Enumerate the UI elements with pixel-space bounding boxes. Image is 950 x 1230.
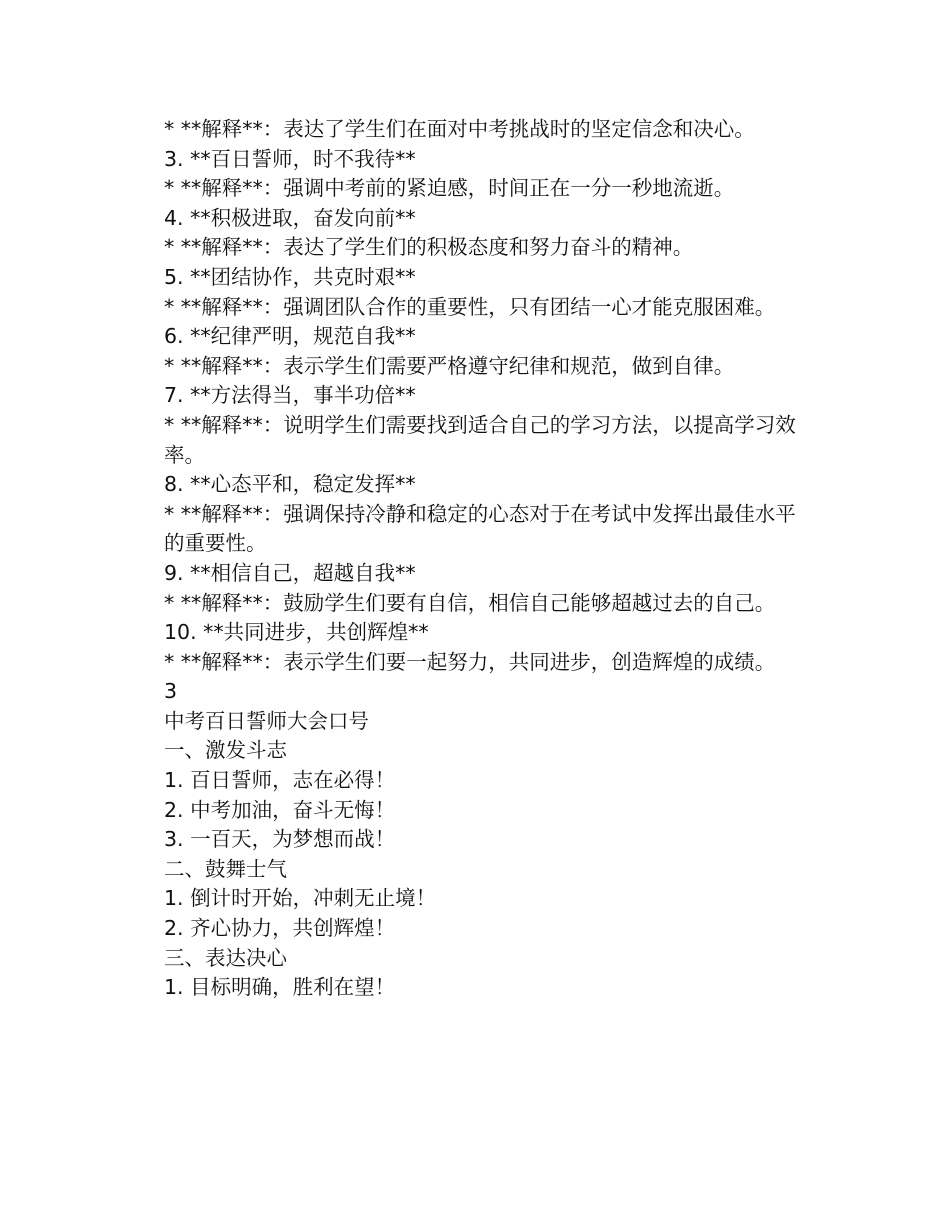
section-heading: 三、表达决心 <box>164 945 287 970</box>
section-heading: 二、鼓舞士气 <box>164 856 287 881</box>
explanation-line: * **解释**：表达了学生们的积极态度和努力奋斗的精神。 <box>164 235 694 260</box>
document-body <box>164 115 804 1003</box>
slogan-item: 8. **心态平和，稳定发挥** <box>164 472 416 497</box>
slogan-item: 1. 倒计时开始，冲刺无止境！ <box>164 886 437 911</box>
slogan-item: 2. 齐心协力，共创辉煌！ <box>164 916 396 941</box>
slogan-item: 7. **方法得当，事半功倍** <box>164 383 416 408</box>
page-number: 3 <box>164 679 178 704</box>
section-heading: 一、激发斗志 <box>164 738 287 763</box>
explanation-line: * **解释**：表达了学生们在面对中考挑战时的坚定信念和决心。 <box>164 117 755 141</box>
explanation-line: * **解释**：强调团队合作的重要性，只有团结一心才能克服困难。 <box>164 294 776 319</box>
slogan-item: 1. 目标明确，胜利在望！ <box>164 975 396 1000</box>
section-title: 中考百日誓师大会口号 <box>164 708 369 733</box>
explanation-line: * **解释**：鼓励学生们要有自信，相信自己能够超越过去的自己。 <box>164 590 776 615</box>
slogan-item: 9. **相信自己，超越自我** <box>164 560 416 585</box>
explanation-line: * **解释**：说明学生们需要找到适合自己的学习方法，以提高学习效率。 <box>164 412 796 467</box>
explanation-line: * **解释**：表示学生们要一起努力，共同进步，创造辉煌的成绩。 <box>164 649 776 674</box>
explanation-line: * **解释**：强调保持冷静和稳定的心态对于在考试中发挥出最佳水平的重要性。 <box>164 501 796 556</box>
slogan-item: 6. **纪律严明，规范自我** <box>164 324 416 349</box>
slogan-item: 4. **积极进取，奋发向前** <box>164 205 416 230</box>
slogan-item: 1. 百日誓师，志在必得！ <box>164 768 396 793</box>
slogan-item: 5. **团结协作，共克时艰** <box>164 264 416 289</box>
slogan-item: 3. **百日誓师，时不我待** <box>164 146 416 171</box>
explanation-line: * **解释**：强调中考前的紧迫感，时间正在一分一秒地流逝。 <box>164 176 735 201</box>
slogan-item: 3. 一百天，为梦想而战！ <box>164 827 396 852</box>
explanation-line: * **解释**：表示学生们需要严格遵守纪律和规范，做到自律。 <box>164 353 735 378</box>
slogan-item: 10. **共同进步，共创辉煌** <box>164 620 429 645</box>
slogan-item: 2. 中考加油，奋斗无悔！ <box>164 797 396 822</box>
